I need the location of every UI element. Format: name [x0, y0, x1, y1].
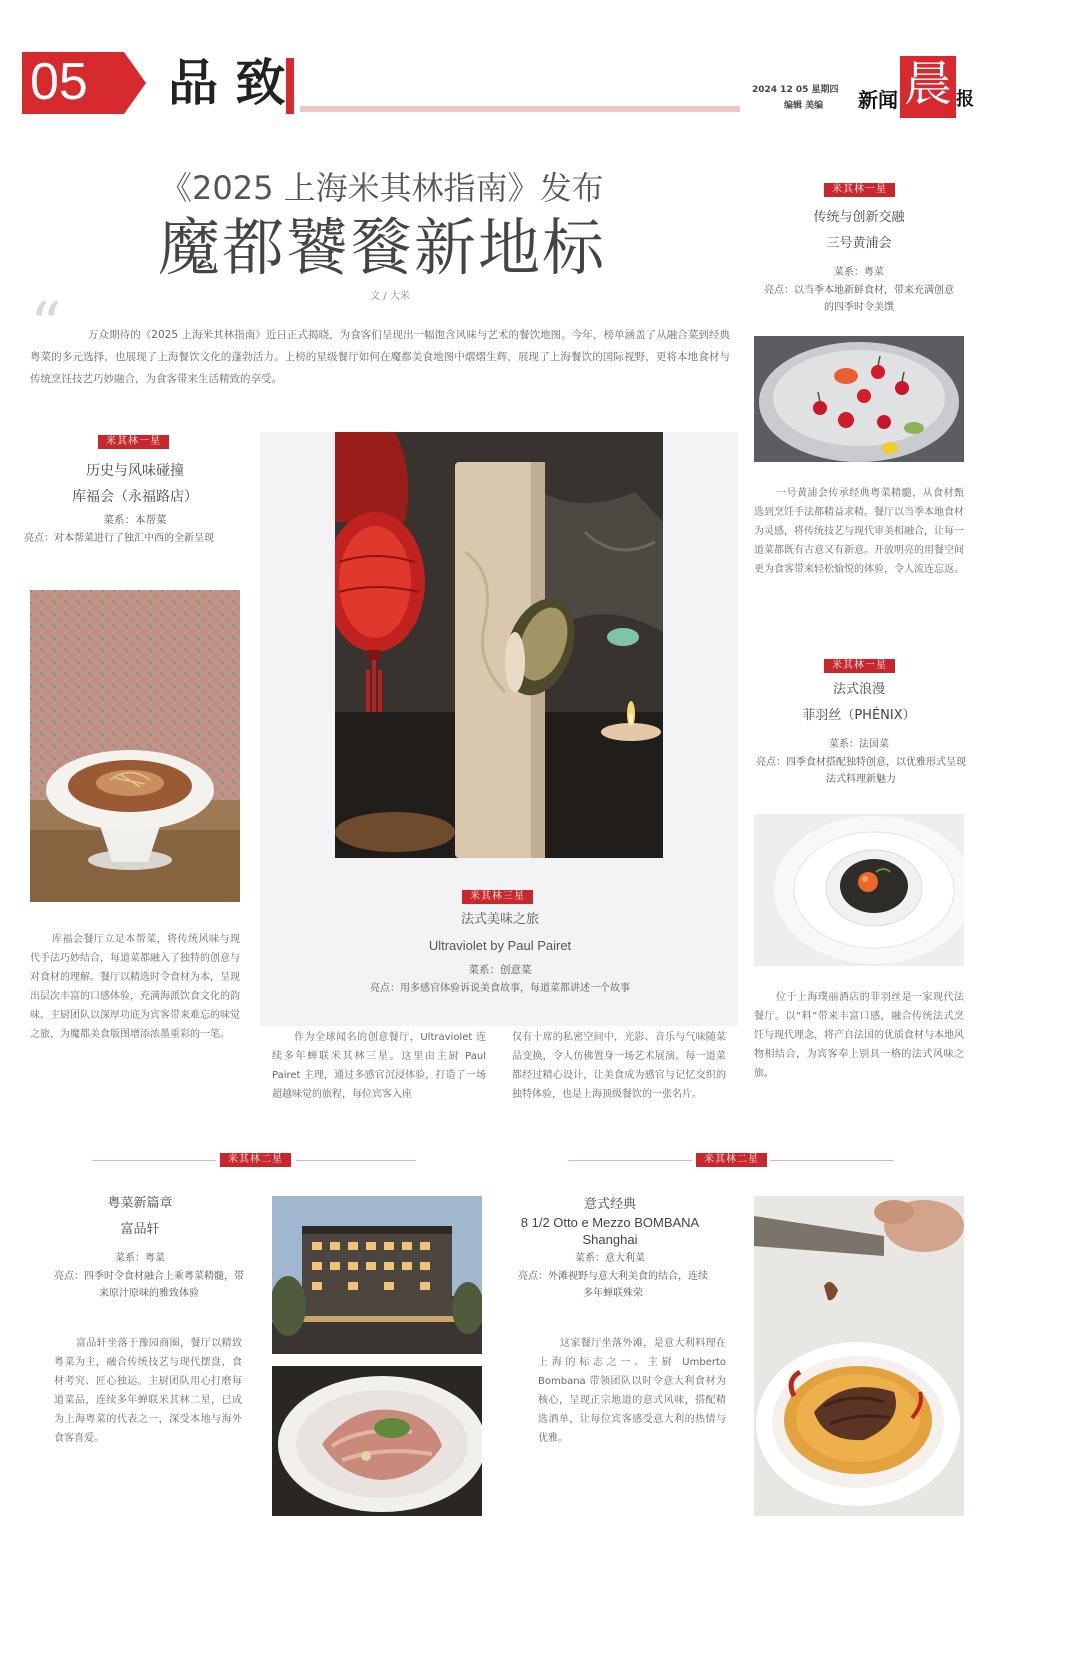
masthead-prefix: 新闻: [858, 88, 898, 112]
badge-one-star: 米其林一星: [824, 183, 895, 197]
feature-body: 一号黄浦会传承经典粤菜精髓，从食材甄选到烹饪手法都精益求精。餐厅以当季本地食材为灵感，将传统技艺与现代审美相融合，让每一道菜都既有古意又有新意。开放明亮的用餐空间更为食客带来轻松愉悦的体验，令人流连忘返。: [754, 488, 964, 575]
chevron-icon: [124, 52, 146, 114]
cuisine: 菜系：创意菜: [468, 964, 532, 976]
restaurant-name: 库福会（永福路店）: [72, 489, 198, 505]
dish-photo-soup: [30, 590, 240, 902]
badge-one-star: 米其林一星: [98, 435, 169, 449]
feature-category: 意式经典: [583, 1197, 636, 1212]
restaurant-name: 富品轩: [120, 1222, 160, 1237]
page-number: 05: [30, 53, 88, 111]
restaurant-name: Ultraviolet by Paul Pairet: [428, 938, 572, 953]
restaurant-name: 菲羽丝（PHÉNIX）: [802, 708, 916, 723]
cuisine: 菜系：本帮菜: [103, 514, 167, 526]
feature-category: 粤菜新篇章: [107, 1196, 173, 1211]
cuisine: 菜系：意大利菜: [575, 1253, 645, 1264]
highlight: 亮点：四季食材搭配独特创意，以优雅形式呈现法式料理新魅力: [756, 757, 966, 785]
restaurant-name: 三号黄浦会: [826, 236, 892, 251]
feature-body-col2: 仅有十席的私密空间中，光影、音乐与气味随菜品变换，令人仿佛置身一场艺术展演。每一道菜都经过精心设计，让美食成为感官与记忆交织的独特体验，也是上海顶级餐饮的一张名片。: [512, 1032, 726, 1100]
section-divider: [286, 58, 294, 114]
dish-photo-platter: [272, 1366, 482, 1516]
feature-category: 法式美味之旅: [460, 912, 539, 927]
divider-right: [770, 1160, 894, 1161]
editor-line: 编辑 美编: [784, 101, 824, 111]
masthead-suffix: 报: [956, 89, 974, 110]
dish-photo-ultraviolet: [335, 432, 663, 858]
cuisine: 菜系：粤菜: [834, 267, 884, 278]
feature-body: 这家餐厅坐落外滩，是意大利料理在上海的标志之一。主厨 Umberto Bombana 带领团队以时令意大利食材为核心，呈现正宗地道的意式风味，搭配精选酒单，让每位宾客感受意大利的热情与优雅。: [538, 1338, 726, 1444]
divider-left: [92, 1160, 216, 1161]
badge-two-star: 米其林二星: [696, 1153, 767, 1167]
badge-three-star: 米其林三星: [462, 890, 533, 904]
badge-one-star: 米其林一星: [824, 659, 895, 673]
highlight: 亮点：对本帮菜进行了独汇中西的全新呈现: [24, 533, 214, 544]
section-title: 品 致: [168, 53, 286, 112]
restaurant-name: 8 1/2 Otto e Mezzo BOMBANA Shanghai: [520, 1215, 700, 1247]
lead-paragraph: 万众期待的《2025 上海米其林指南》近日正式揭晓，为食客们呈现出一幅饱含风味与艺术的餐饮地图。今年，榜单涵盖了从融合菜到经典粤菜的多元选择，也展现了上海餐饮文化的蓬勃活力。上榜的星级餐厅如何在魔都美食地图中熠熠生辉，展现了上海餐饮的国际视野，更将本地食材与传统烹饪技艺巧妙融合，为食客带来生活精致的享受。: [30, 329, 730, 385]
feature-body: 富品轩坐落于豫园商圈，餐厅以精致粤菜为主，融合传统技艺与现代摆盘，食材考究、匠心独运。主厨团队用心打磨每道菜品，连续多年蝉联米其林二星，已成为上海粤菜的代表之一，深受本地与海外食客喜爱。: [54, 1338, 242, 1444]
dish-photo-caviar: [754, 814, 964, 966]
highlight: 亮点：用多感官体验诉说美食故事，每道菜都讲述一个故事: [370, 983, 630, 994]
quote-mark-icon: “: [30, 288, 62, 361]
feature-body-col1: 作为全球闻名的创意餐厅，Ultraviolet 连续多年蝉联米其林三星。这里由主厨 Paul Pairet 主理，通过多感官沉浸体验，打造了一场超越味觉的旅程，每位宾客入座: [272, 1032, 486, 1100]
dish-photo-risotto: [754, 1196, 964, 1516]
badge-two-star: 米其林二星: [220, 1153, 291, 1167]
highlight: 亮点：以当季本地新鲜食材，带来充满创意的四季时令美馔: [764, 285, 954, 313]
masthead-char: 晨: [904, 56, 953, 112]
feature-category: 传统与创新交融: [813, 210, 905, 225]
header-rule: [300, 106, 740, 112]
headline-kicker: 《2025 上海米其林指南》发布: [160, 169, 604, 207]
divider-left: [568, 1160, 692, 1161]
headline-title: 魔都饕餮新地标: [158, 211, 607, 284]
cuisine: 菜系：法国菜: [829, 739, 889, 750]
restaurant-building-photo: [272, 1196, 482, 1354]
feature-category: 法式浪漫: [832, 682, 885, 697]
feature-body: 位于上海璞丽酒店的菲羽丝是一家现代法餐厅。以“料”带来丰富口感，融合传统法式烹饪与现代理念，将产自法国的优质食材与本地风物相结合，为宾客奉上别具一格的法式风味之旅。: [754, 992, 964, 1079]
divider-right: [296, 1160, 416, 1161]
cuisine: 菜系：粤菜: [115, 1253, 165, 1264]
dish-photo-cherries: [754, 336, 964, 462]
byline: 文 / 大米: [370, 291, 410, 302]
feature-body: 库福会餐厅立足本帮菜，将传统风味与现代手法巧妙结合，每道菜都融入了独特的创意与对食材的理解。餐厅以精选时令食材为本，呈现出层次丰富的口感体验，充满海派饮食文化的韵味。主厨团队以深厚功底为宾客带来难忘的味觉之旅，为魔都美食版图增添浓墨重彩的一笔。: [30, 934, 240, 1040]
feature-category: 历史与风味碰撞: [86, 463, 184, 479]
highlight: 亮点：四季时令食材融合上乘粤菜精髓，带来原汁原味的雅致体验: [54, 1271, 244, 1299]
highlight: 亮点：外滩视野与意大利美食的结合，连续多年蝉联殊荣: [518, 1271, 708, 1299]
date-line: 2024 12 05 星期四: [752, 85, 839, 95]
